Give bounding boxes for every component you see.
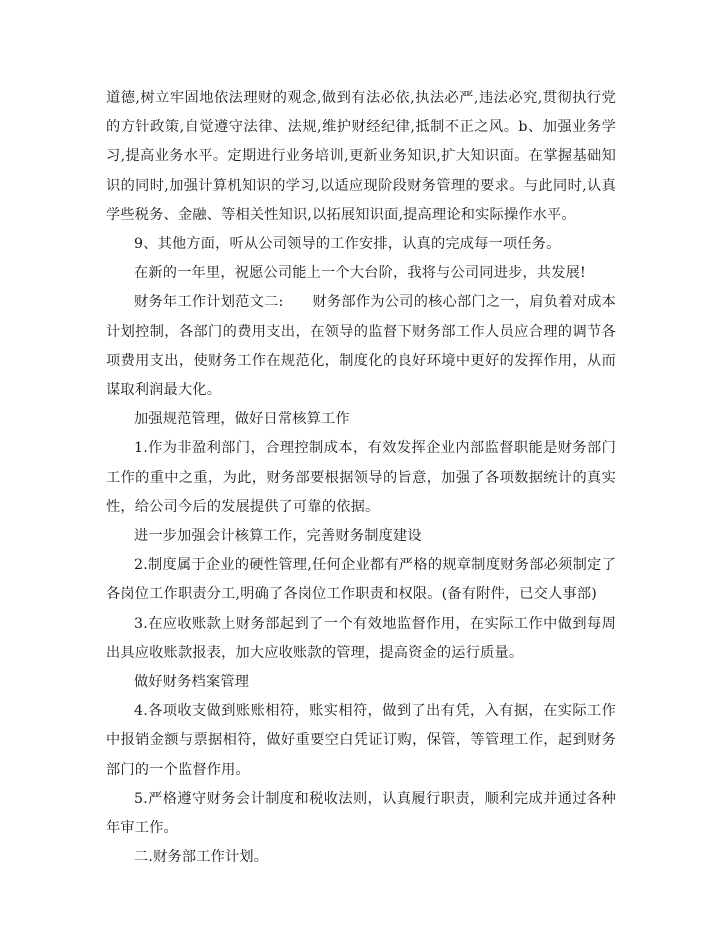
paragraph-new-year-wish: 在新的一年里，祝愿公司能上一个大台阶，我将与公司同进步，共发展! xyxy=(134,265,586,282)
paragraph-item-5: 5.严格遵守财务会计制度和税收法则，认真履行职责，顺利完成并通过各种年审工作。 xyxy=(106,790,616,837)
paragraph-item-3: 3.在应收账款上财务部起到了一个有效地监督作用，在实际工作中做到每周出具应收账款报表，加大应收账款的管理，提高资金的运行质量。 xyxy=(106,615,616,661)
paragraph-item-1: 1.作为非盈利部门，合理控制成本，有效发挥企业内部监督职能是财务部门工作的重中之重，为此，财务部要根据领导的旨意，加强了各项数据统计的真实性，给公司今后的发展提供了可靠的依据。 xyxy=(106,440,616,515)
section-heading-work-plan: 二.财务部工作计划。 xyxy=(134,849,269,866)
paragraph-item-9: 9、其他方面，听从公司领导的工作安排，认真的完成每一项任务。 xyxy=(134,236,561,253)
paragraph-sample-two-intro: 财务年工作计划范文二: 财务部作为公司的核心部门之一，肩负着对成本计划控制，各部门的费用支出，在领导的监督下财务部工作人员应合理的调节各项费用支出，使财务工作在规范化，制度化的良好环境中更好的发挥作用，从而谋取利润最大化。 xyxy=(106,294,616,399)
section-heading-archives: 做好财务档案管理 xyxy=(134,674,250,691)
paragraph-item-2: 2.制度属于企业的硬性管理,任何企业都有严格的规章制度财务部必须制定了各岗位工作职责分工,明确了各岗位工作职责和权限。(备有附件，已交人事部) xyxy=(106,557,616,603)
section-heading-accounting: 进一步加强会计核算工作，完善财务制度建设 xyxy=(134,528,422,545)
paragraph-continued-ethics: 道德,树立牢固地依法理财的观念,做到有法必依,执法必严,违法必究,贯彻执行党的方针政策,自觉遵守法律、法规,维护财经纪律,抵制不正之风。b、加强业务学习,提高业务水平。定期进行业务培训,更新业务知识,扩大知识面。在掌握基础知识的同时,加强计算机知识的学习,以适应现阶段财务管理的要求。与此同时,认真学些税务、金融、等相关性知识,以拓展知识面,提高理论和实际操作水平。 xyxy=(106,90,616,223)
paragraph-item-4: 4.各项收支做到账账相符，账实相符，做到了出有凭，入有据，在实际工作中报销金额与票据相符，做好重要空白凭证订购，保管，等管理工作，起到财务部门的一个监督作用。 xyxy=(106,703,616,778)
section-heading-standard-management: 加强规范管理，做好日常核算工作 xyxy=(134,411,350,428)
document-body xyxy=(106,84,616,872)
